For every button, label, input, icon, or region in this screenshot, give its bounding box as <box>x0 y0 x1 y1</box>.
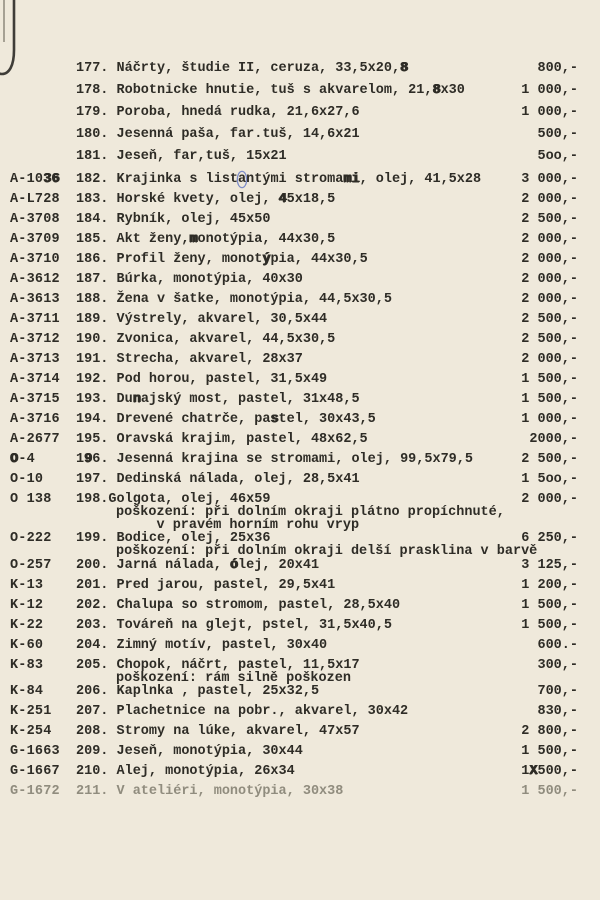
item-price: 700,- <box>537 684 578 699</box>
item-text: 210. Alej, monotýpia, 26x34 <box>76 764 295 779</box>
item-text: 202. Chalupa so stromom, pastel, 28,5x40 <box>76 597 401 613</box>
item-price: 1 500,- <box>521 392 578 407</box>
inventory-id: G-1663 <box>10 744 60 759</box>
item-text: 189. Výstrely, akvarel, 30,5x44 <box>76 312 328 327</box>
catalog-row <box>10 685 578 699</box>
inventory-id: A-3708 <box>10 212 60 227</box>
item-text: 194. Drevené chatrče, pastel, 30x43,5 <box>76 412 376 427</box>
item-price: 2 500,- <box>521 452 578 467</box>
item-price: 2 000,- <box>521 252 578 267</box>
overstrike-mark: 4 <box>278 192 287 207</box>
item-price: 830,- <box>537 704 578 719</box>
overstrike-mark: ó <box>229 557 239 573</box>
catalog-row <box>10 599 578 613</box>
catalog-row <box>10 725 578 739</box>
inventory-id: K-251 <box>10 704 52 719</box>
inventory-id: K-13 <box>10 577 44 593</box>
inventory-id: O-222 <box>10 531 52 546</box>
catalog-row <box>10 213 578 227</box>
item-price: 1 000,- <box>521 412 578 427</box>
item-price: 1 500,- <box>521 372 578 387</box>
item-text: 184. Rybník, olej, 45x50 <box>76 212 271 227</box>
inventory-id: K-60 <box>10 637 44 653</box>
catalog-row <box>10 579 578 593</box>
catalog-row <box>10 532 578 559</box>
catalog-row <box>10 559 578 573</box>
item-text: 211. V ateliéri, monotýpia, 30x38 <box>76 784 344 799</box>
item-text: 177. Náčrty, študie II, ceruza, 33,5x20,8 <box>76 61 409 76</box>
inventory-id: A-2677 <box>10 432 60 447</box>
item-price: 1 000,- <box>521 105 578 120</box>
inventory-id: A-3709 <box>10 232 60 247</box>
inventory-id: A-3612 <box>10 272 60 287</box>
item-text: 195. Oravská krajim, pastel, 48x62,5 <box>76 432 368 447</box>
overstrike-mark: s <box>270 412 279 427</box>
item-price: 1 500,- <box>521 597 578 613</box>
item-text: 182. Krajinka s listantými stromami, olej, 41,5x28 <box>76 172 482 187</box>
overstrike-mark: m <box>189 232 198 247</box>
item-text: 203. Továreň na glejt, pstel, 31,5x40,5 <box>76 617 392 633</box>
inventory-id: A-3710 <box>10 252 60 267</box>
inventory-id: O-4 <box>10 452 35 467</box>
item-text: 179. Poroba, hnedá rudka, 21,6x27,6 <box>76 105 360 120</box>
inventory-id: O-257 <box>10 557 52 573</box>
item-price: 800,- <box>537 61 578 76</box>
item-price: 5oo,- <box>537 149 578 164</box>
catalog-row <box>10 173 578 187</box>
item-text: 185. Akt ženy,monotýpia, 44x30,5 <box>76 232 336 247</box>
inventory-id: A-L728 <box>10 192 60 207</box>
overstrike-mark: 8 <box>432 83 441 98</box>
item-text: 187. Búrka, monotýpia, 40x30 <box>76 272 303 287</box>
catalog-row <box>10 765 578 779</box>
overstrike-mark: X <box>529 764 538 779</box>
inventory-id: A-3712 <box>10 332 60 347</box>
item-price: 1X500,- <box>521 764 578 779</box>
catalog-section <box>10 173 578 799</box>
item-price: 2 000,- <box>521 492 578 507</box>
overstrike-mark: mi <box>343 172 360 187</box>
catalog-row <box>10 313 578 327</box>
catalog-row <box>10 659 578 686</box>
item-price: 1 5oo,- <box>521 472 578 487</box>
item-text: 183. Horské kvety, olej, 45x18,5 <box>76 192 336 207</box>
item-text: 188. Žena v šatke, monotýpia, 44,5x30,5 <box>76 292 392 307</box>
item-price: 2 800,- <box>521 724 578 739</box>
inventory-id: A-3613 <box>10 292 60 307</box>
overstrike-mark: 36 <box>43 172 60 187</box>
catalog-row <box>10 150 578 164</box>
item-price: 2 500,- <box>521 312 578 327</box>
catalog-section <box>10 62 578 164</box>
catalog-row <box>10 493 578 532</box>
item-price: 3 125,- <box>521 557 578 573</box>
item-text: 205. Chopok, náčrt, pastel, 11,5x17 <box>76 657 360 673</box>
catalog-row <box>10 84 578 98</box>
item-price: 2 000,- <box>521 232 578 247</box>
item-price: 1 500,- <box>521 784 578 799</box>
catalog-row <box>10 433 578 447</box>
catalog-row <box>10 62 578 76</box>
item-text: 201. Pred jarou, pastel, 29,5x41 <box>76 577 336 593</box>
catalog-row <box>10 705 578 719</box>
catalog-row <box>10 473 578 487</box>
item-price: 2 000,- <box>521 192 578 207</box>
item-price: 300,- <box>537 657 578 673</box>
inventory-id: A-3711 <box>10 312 60 327</box>
damage-note: v pravém horním rohu vryp <box>116 517 360 533</box>
catalog-row <box>10 128 578 142</box>
item-text: 178. Robotnicke hnutie, tuš s akvarelom, 21,8x30 <box>76 83 465 98</box>
catalog-row <box>10 453 578 467</box>
item-text: 190. Zvonica, akvarel, 44,5x30,5 <box>76 332 336 347</box>
catalog-row <box>10 193 578 207</box>
inventory-id: A-3716 <box>10 412 60 427</box>
item-price: 6 250,- <box>521 531 578 546</box>
item-text: 198.Golgota, olej, 46x59 <box>76 492 271 507</box>
damage-note: poškození: při dolním okraji delší prasklina v barvě <box>116 544 538 559</box>
item-text: 193. Dunajský most, pastel, 31x48,5 <box>76 392 360 407</box>
damage-note: poškození: při dolním okraji plátno propíchnuté, <box>116 505 505 520</box>
item-price: 1 200,- <box>521 577 578 593</box>
item-price: 3 000,- <box>521 172 578 187</box>
item-text: 204. Zimný motív, pastel, 30x40 <box>76 637 328 653</box>
inventory-id: K-12 <box>10 597 44 613</box>
overstrike-mark: 9 <box>84 452 93 467</box>
item-price: 1 500,- <box>521 617 578 633</box>
inventory-id: A-3715 <box>10 392 60 407</box>
item-text: 186. Profil ženy, monotýpia, 44x30,5 <box>76 252 368 267</box>
overstrike-mark: ý <box>262 252 271 267</box>
item-text: 207. Plachetnice na pobr., akvarel, 30x42 <box>76 704 409 719</box>
catalog-row <box>10 293 578 307</box>
item-price: 2000,- <box>529 432 578 447</box>
item-price: 2 000,- <box>521 352 578 367</box>
item-text: 192. Pod horou, pastel, 31,5x49 <box>76 372 328 387</box>
item-price: 600.- <box>537 637 578 653</box>
item-price: 2 000,- <box>521 272 578 287</box>
damage-note: poškození: rám silně poškozen <box>116 670 351 686</box>
item-text: 209. Jeseň, monotýpia, 30x44 <box>76 744 303 759</box>
item-price: 1 500,- <box>521 744 578 759</box>
inventory-id: K-83 <box>10 657 44 673</box>
item-text: 206. Kaplnka , pastel, 25x32,5 <box>76 684 320 699</box>
item-text: 200. Jarná nálada, ólej, 20x41 <box>76 557 320 573</box>
catalog-row <box>10 639 578 653</box>
catalog-row <box>10 373 578 387</box>
catalog-row <box>10 393 578 407</box>
item-text: 196. Jesenná krajina se stromami, olej, 99,5x79,5 <box>76 452 473 467</box>
overstrike-mark: n <box>132 392 141 407</box>
catalog-row <box>10 785 578 799</box>
catalog-row <box>10 333 578 347</box>
catalog-row <box>10 353 578 367</box>
item-text: 191. Strecha, akvarel, 28x37 <box>76 352 303 367</box>
item-price: 2 500,- <box>521 332 578 347</box>
item-text: 181. Jeseň, far,tuš, 15x21 <box>76 149 287 164</box>
catalog-row <box>10 745 578 759</box>
inventory-id: O 138 <box>10 492 52 507</box>
catalog-row <box>10 619 578 633</box>
pen-circle-mark: a <box>238 172 247 187</box>
inventory-id: G-1667 <box>10 764 60 779</box>
item-price: 1 000,- <box>521 83 578 98</box>
item-price: 2 500,- <box>521 212 578 227</box>
item-text: 197. Dedinská nálada, olej, 28,5x41 <box>76 472 360 487</box>
item-text: 180. Jesenná paša, far.tuš, 14,6x21 <box>76 127 360 142</box>
item-text: 208. Stromy na lúke, akvarel, 47x57 <box>76 724 360 739</box>
inventory-id: O-10 <box>10 472 44 487</box>
item-text: 199. Bodice, olej, 25x36 <box>76 531 271 546</box>
overstrike-mark: 8 <box>400 61 409 76</box>
inventory-id: K-22 <box>10 617 44 633</box>
inventory-id: K-254 <box>10 724 52 739</box>
catalog-row <box>10 273 578 287</box>
inventory-id: A-1036 <box>10 172 60 187</box>
overstrike-mark: O <box>10 452 19 467</box>
inventory-id: A-3713 <box>10 352 60 367</box>
inventory-id: K-84 <box>10 684 44 699</box>
catalog-row <box>10 413 578 427</box>
item-price: 500,- <box>537 127 578 142</box>
catalog-row <box>10 106 578 120</box>
inventory-id: G-1672 <box>10 784 60 799</box>
inventory-id: A-3714 <box>10 372 60 387</box>
catalog-row <box>10 253 578 267</box>
item-price: 2 000,- <box>521 292 578 307</box>
catalog-row <box>10 233 578 247</box>
